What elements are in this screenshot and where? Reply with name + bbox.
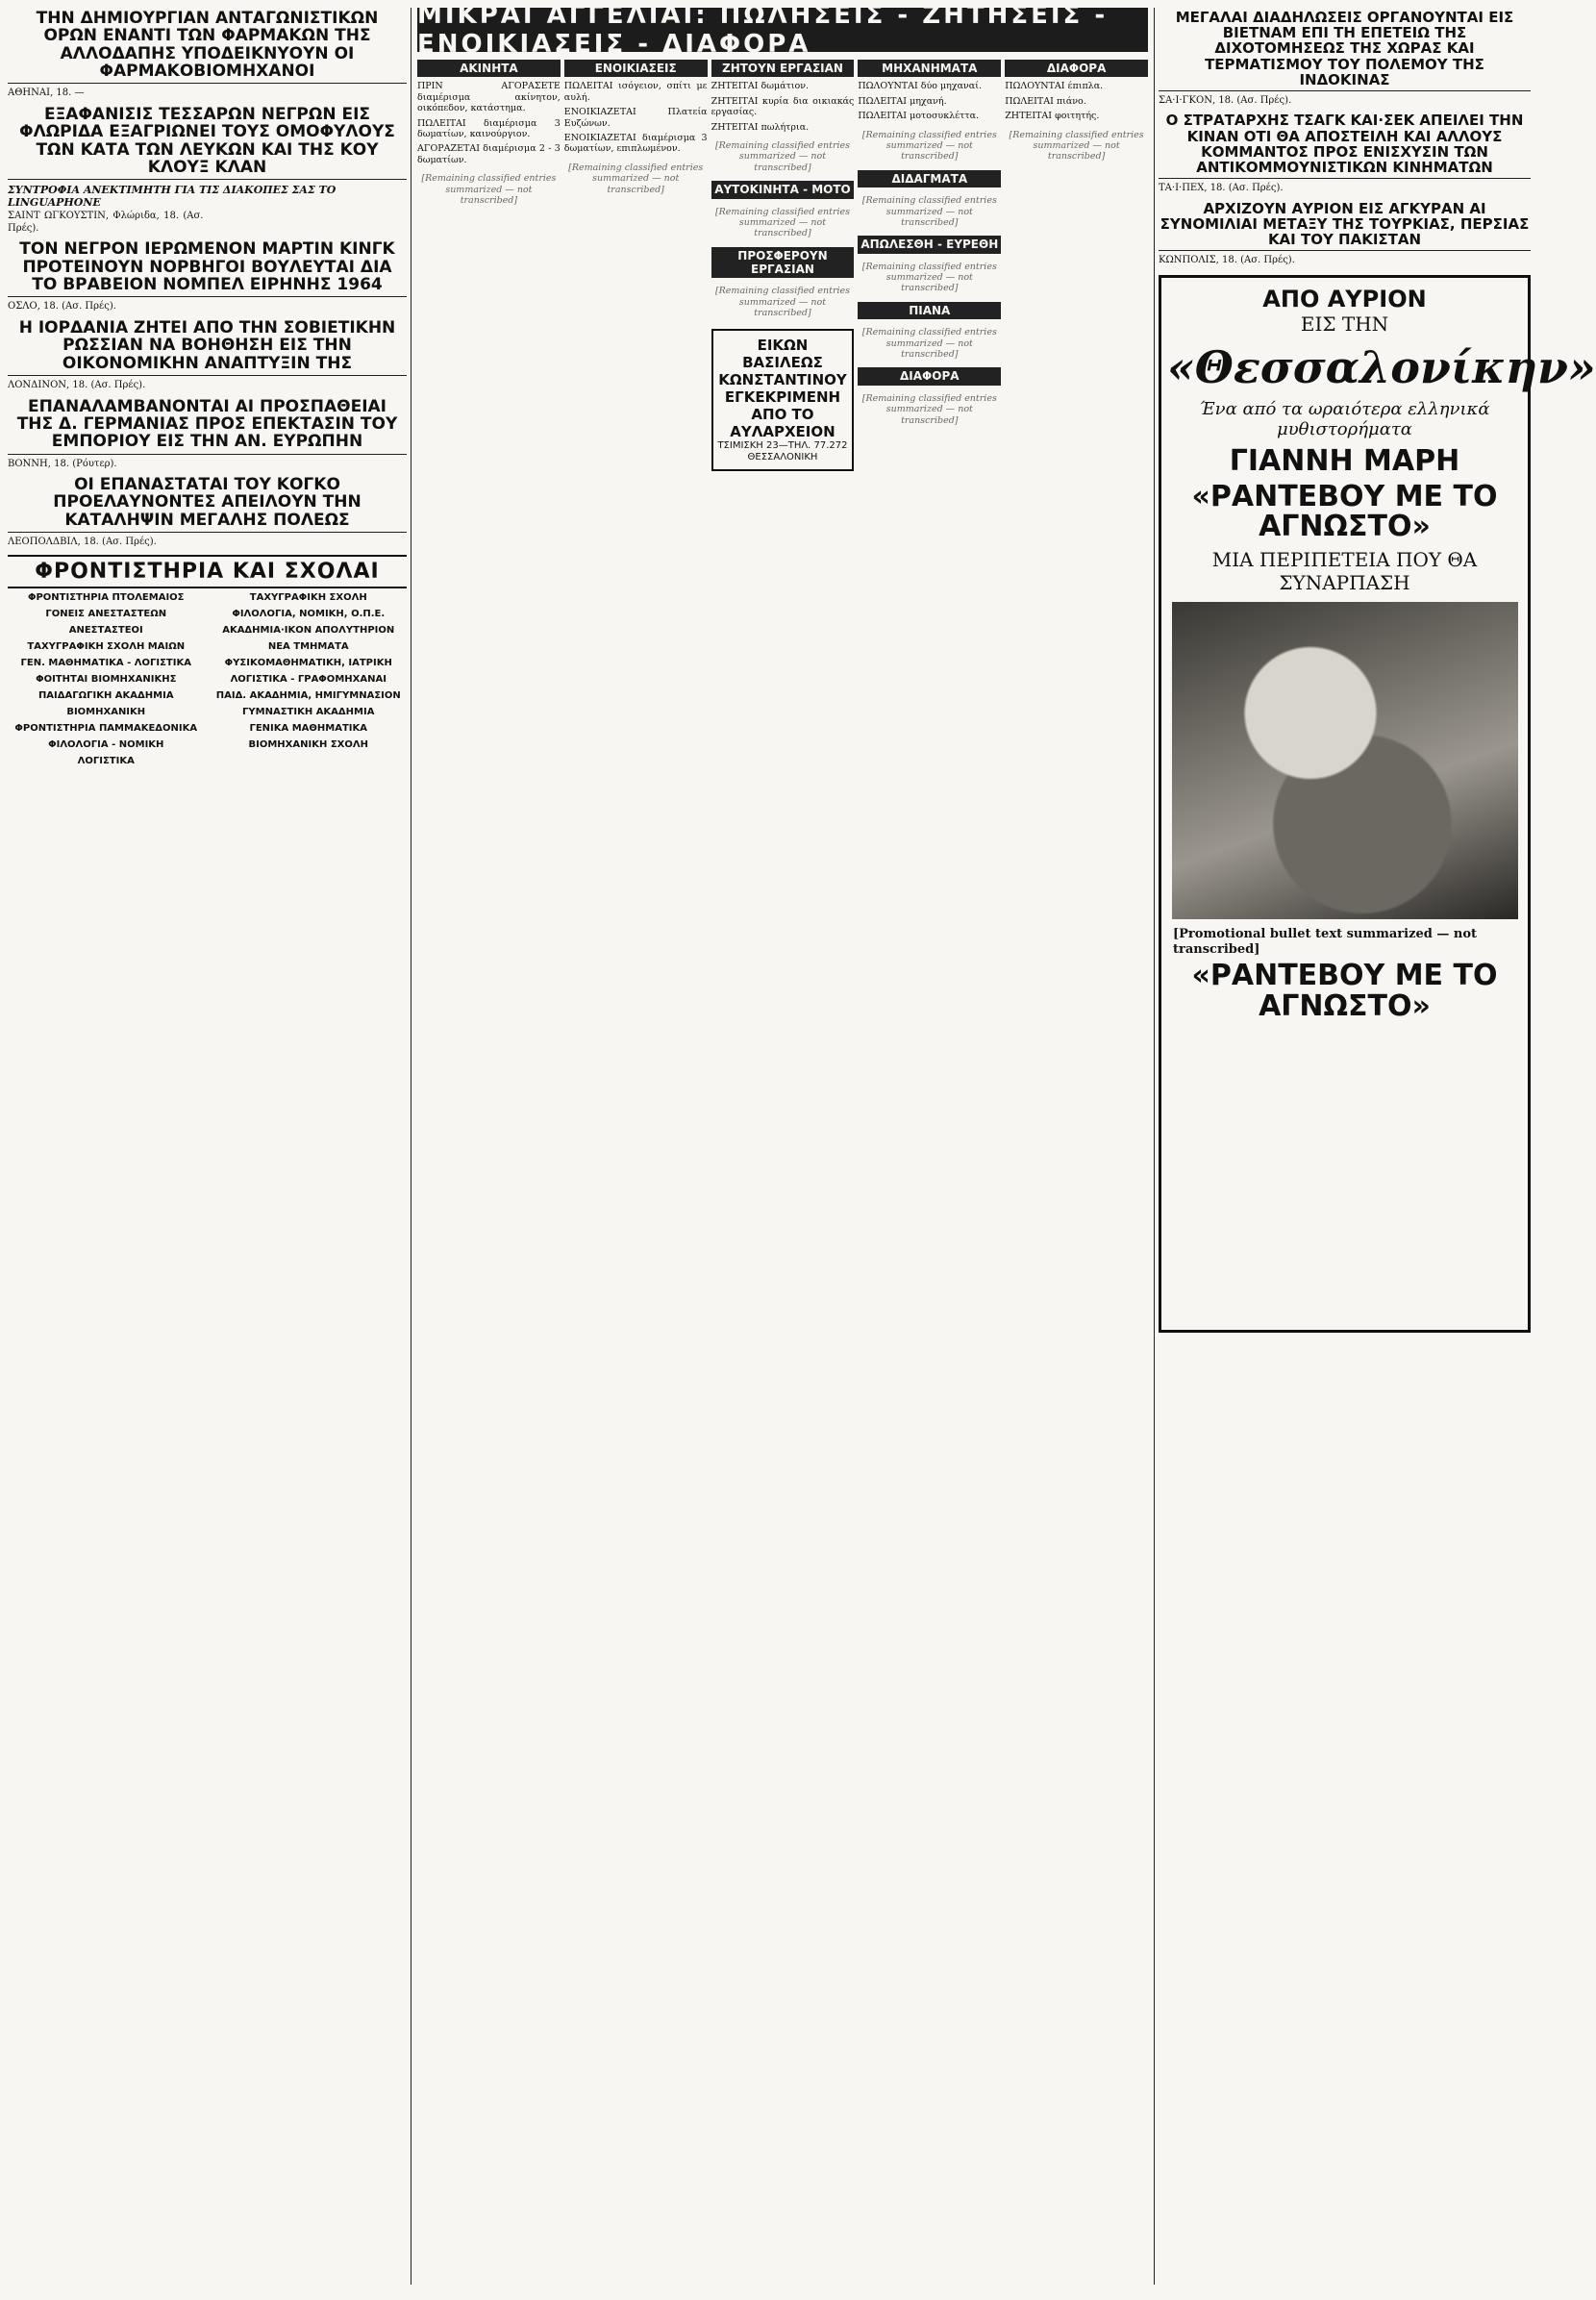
school-name: ΤΑΧΥΓΡΑΦΙΚΗ ΣΧΟΛΗ ΜΑΙΩΝ — [27, 640, 186, 652]
school-name: ΒΙΟΜΗΧΑΝΙΚΗ ΣΧΟΛΗ — [248, 738, 368, 750]
news-article — [8, 319, 407, 392]
article-dateline: ΣΑ·Ι·ΓΚΟΝ, 18. (Ασ. Πρές). — [1159, 94, 1292, 106]
news-article — [1159, 10, 1531, 107]
school-listing — [8, 674, 205, 686]
article-headline: ΤΗΝ ΔΗΜΙΟΥΡΓΙΑΝ ΑΝΤΑΓΩΝΙΣΤΙΚΩΝ ΟΡΩΝ ΕΝΑΝΤΙ ΤΩΝ ΦΑΡΜΑΚΩΝ ΤΗΣ ΑΛΛΟΔΑΠΗΣ ΥΠΟΔΕΙΚΝΥΟΥΝ ΟΙ ΦΑΡΜΑΚΟΒΙΟΜΗΧΑΝΟΙ — [8, 10, 407, 84]
school-listing — [8, 592, 205, 604]
school-name: ΦΥΣΙΚΟΜΑΘΗΜΑΤΙΚΗ, ΙΑΤΡΙΚΗ — [224, 657, 392, 668]
advert-tagline: Ένα από τα ωραιότερα ελληνικά μυθιστορήματα — [1199, 398, 1490, 440]
school-name: ΓΕΝΙΚΑ ΜΑΘΗΜΑΤΙΚΑ — [249, 722, 368, 734]
article-body — [8, 537, 407, 549]
classified-category: ΠΡΟΣΦΕΡΟΥΝ ΕΡΓΑΣΙΑΝ — [711, 247, 855, 279]
school-name: ΓΟΝΕΙΣ ΑΝΕΣΤΑΣΤΕΩΝ — [45, 608, 167, 619]
advert-newspaper-name: «Θεσσαλονίκην» — [1167, 340, 1596, 393]
advert-bullet: [Promotional bullet text summarized — not transcribed] — [1173, 926, 1478, 957]
classified-category: ΜΗΧΑΝΗΜΑΤΑ — [858, 60, 1001, 77]
article-dateline: ΣΑΙΝΤ ΩΓΚΟΥΣΤΙΝ, Φλώριδα, 18. (Ασ. Πρές). — [8, 211, 204, 234]
school-name: ΤΑΧΥΓΡΑΦΙΚΗ ΣΧΟΛΗ — [249, 591, 367, 603]
school-name: ΦΙΛΟΛΟΓΙΑ - ΝΟΜΙΚΗ — [48, 738, 164, 750]
classified-ad: ΠΩΛΕΙΤΑΙ μηχανή. — [858, 95, 947, 107]
school-listing — [8, 723, 205, 735]
news-article — [8, 398, 407, 471]
article-dateline: ΛΟΝΔΙΝΟΝ, 18. (Ασ. Πρές). — [8, 380, 146, 391]
classified-category: ΑΥΤΟΚΙΝΗΤΑ - ΜΟΤΟ — [711, 181, 855, 198]
schools-section-title: ΦΡΟΝΤΙΣΤΗΡΙΑ ΚΑΙ ΣΧΟΛΑΙ — [8, 555, 407, 588]
school-name: ΦΙΛΟΛΟΓΙΑ, ΝΟΜΙΚΗ, Ο.Π.Ε. — [232, 608, 386, 619]
article-headline: ΕΠΑΝΑΛΑΜΒΑΝΟΝΤΑΙ ΑΙ ΠΡΟΣΠΑΘΕΙΑΙ ΤΗΣ Δ. ΓΕΡΜΑΝΙΑΣ ΠΡΟΣ ΕΠΕΚΤΑΣΙΝ ΤΟΥ ΕΜΠΟΡΙΟΥ ΕΙΣ ΤΗΝ ΑΝ. ΕΥΡΩΠΗΝ — [8, 398, 407, 455]
school-name: ΠΑΙΔΑΓΩΓΙΚΗ ΑΚΑΔΗΜΙΑ — [37, 689, 174, 701]
schools-list — [8, 592, 407, 767]
school-name: ΛΟΓΙΣΤΙΚΑ — [77, 755, 135, 766]
classified-ad: ΕΝΟΙΚΙΑΖΕΤΑΙ διαμέρισμα 3 δωματίων, επιπλωμένον. — [563, 132, 708, 155]
classified-category: ΔΙΑΦΟΡΑ — [858, 367, 1001, 385]
school-name: ΝΕΑ ΤΜΗΜΑΤΑ — [267, 640, 349, 652]
school-name: ΓΕΝ. ΜΑΘΗΜΑΤΙΚΑ - ΛΟΓΙΣΤΙΚΑ — [20, 657, 191, 668]
school-listing — [8, 609, 205, 620]
school-name: ΓΥΜΝΑΣΤΙΚΗ ΑΚΑΔΗΜΙΑ — [242, 706, 375, 717]
article-headline: ΟΙ ΕΠΑΝΑΣΤΑΤΑΙ ΤΟΥ ΚΟΓΚΟ ΠΡΟΕΛΑΥΝΟΝΤΕΣ ΑΠΕΙΛΟΥΝ ΤΗΝ ΚΑΤΑΛΗΨΙΝ ΜΕΓΑΛΗΣ ΠΟΛΕΩΣ — [8, 476, 407, 533]
article-body — [8, 211, 407, 235]
school-listing — [211, 739, 408, 751]
classifieds-banner: ΜΙΚΡΑΙ ΑΓΓΕΛΙΑΙ: ΠΩΛΗΣΕΙΣ - ΖΗΤΗΣΕΙΣ - ΕΝΟΙΚΙΑΣΕΙΣ - ΔΙΑΦΟΡΑ — [417, 8, 1148, 52]
novel-advertisement — [1159, 275, 1596, 1333]
article-headline: ΜΕΓΑΛΑΙ ΔΙΑΔΗΛΩΣΕΙΣ ΟΡΓΑΝΟΥΝΤΑΙ ΕΙΣ ΒΙΕΤΝΑΜ ΕΠΙ ΤΗ ΕΠΕΤΕΙΩ ΤΗΣ ΔΙΧΟΤΟΜΗΣΕΩΣ ΤΗΣ ΧΩΡΑΣ ΚΑΙ ΤΕΡΜΑΤΙΣΜΟΥ ΤΟΥ ΠΟΛΕΜΟΥ ΤΗΣ ΙΝΔΟΚΙΝΑΣ — [1159, 10, 1531, 91]
article-dateline: ΑΘΗΝΑΙ, 18. — — [8, 88, 85, 99]
article-headline: ΤΟΝ ΝΕΓΡΟΝ ΙΕΡΩΜΕΝΟΝ ΜΑΡΤΙΝ ΚΙΝΓΚ ΠΡΟΤΕΙΝΟΥΝ ΝΟΡΒΗΓΟΙ ΒΟΥΛΕΥΤΑΙ ΔΙΑ ΤΟ ΒΡΑΒΕΙΟΝ ΝΟΜΠΕΛ ΕΙΡΗΝΗΣ 1964 — [8, 240, 407, 297]
classified-omitted-note: [Remaining classified entries summarized — not transcribed] — [861, 392, 997, 426]
school-listing — [8, 707, 205, 718]
school-listing — [211, 690, 408, 702]
school-listing — [211, 592, 408, 604]
classifieds-subcolumn — [858, 56, 1001, 2277]
classified-category: ΔΙΑΦΟΡΑ — [1005, 60, 1148, 77]
advert-bullets — [1167, 927, 1522, 957]
article-headline: Η ΙΟΡΔΑΝΙΑ ΖΗΤΕΙ ΑΠΟ ΤΗΝ ΣΟΒΙΕΤΙΚΗΝ ΡΩΣΣΙΑΝ ΝΑ ΒΟΗΘΗΣΗ ΕΙΣ ΤΗΝ ΟΙΚΟΝΟΜΙΚΗΝ ΑΝΑΠΤΥΞΙΝ ΤΗΣ — [8, 319, 407, 376]
classified-omitted-note: [Remaining classified entries summarized — not transcribed] — [1009, 129, 1144, 162]
school-listing — [8, 625, 205, 637]
school-listing — [8, 641, 205, 653]
advert-from: ΑΠΟ ΑΥΡΙΟΝ — [1262, 285, 1427, 312]
classified-ad: ΠΡΙΝ ΑΓΟΡΑΣΕΤΕ διαμέρισμα ακίνητον, οικόπεδον, κατάστημα. — [417, 81, 561, 114]
newspaper-page — [8, 1, 1596, 2285]
school-listing — [211, 641, 408, 653]
classified-ad: ΠΩΛΟΥΝΤΑΙ έπιπλα. — [1005, 81, 1104, 92]
royal-icon-advert-line: ΕΓΚΕΚΡΙΜΕΝΗ ΑΠΟ ΤΟ ΑΥΛΑΡΧΕΙΟΝ — [724, 388, 841, 440]
school-name: ΠΑΙΔ. ΑΚΑΔΗΜΙΑ, ΗΜΙΓΥΜΝΑΣΙΟΝ — [215, 689, 401, 701]
royal-icon-advert — [711, 329, 855, 471]
school-listing — [211, 707, 408, 718]
school-name: ΛΟΓΙΣΤΙΚΑ - ΓΡΑΦΟΜΗΧΑΝΑΙ — [230, 673, 387, 685]
school-listing — [211, 609, 408, 620]
advert-into: ΕΙΣ ΤΗΝ — [1300, 312, 1389, 336]
article-headline: ΕΞΑΦΑΝΙΣΙΣ ΤΕΣΣΑΡΩΝ ΝΕΓΡΩΝ ΕΙΣ ΦΛΩΡΙΔΑ ΕΞΑΓΡΙΩΝΕΙ ΤΟΥΣ ΟΜΟΦΥΛΟΥΣ ΤΩΝ ΚΑΤΑ ΤΩΝ ΛΕΥΚΩΝ ΚΑΙ ΤΗΣ ΚΟΥ ΚΛΟΥΞ ΚΛΑΝ — [8, 106, 407, 180]
advert-novel-title: «ΡΑΝΤΕΒΟΥ ΜΕ ΤΟ ΑΓΝΩΣΤΟ» — [1191, 479, 1498, 544]
article-headline: Ο ΣΤΡΑΤΑΡΧΗΣ ΤΣΑΓΚ ΚΑΙ·ΣΕΚ ΑΠΕΙΛΕΙ ΤΗΝ ΚΙΝΑΝ ΟΤΙ ΘΑ ΑΠΟΣΤΕΙΛΗ ΚΑΙ ΑΛΛΟΥΣ ΚΟΜΜΑΝΤΟΣ ΠΡΟΣ ΕΝΙΣΧΥΣΙΝ ΤΩΝ ΑΝΤΙΚΟΜΜΟΥΝΙΣΤΙΚΩΝ ΚΙΝΗΜΑΤΩΝ — [1159, 112, 1531, 179]
school-name: ΑΚΑΔΗΜΙΑ·ΙΚΟΝ ΑΠΟΛΥΤΗΡΙΟΝ — [222, 624, 395, 636]
classified-ad: ΠΩΛΕΙΤΑΙ μοτοσυκλέττα. — [858, 111, 980, 122]
advert-subtitle: ΜΙΑ ΠΕΡΙΠΕΤΕΙΑ ΠΟΥ ΘΑ ΣΥΝΑΡΠΑΣΗ — [1211, 547, 1478, 594]
school-listing — [211, 674, 408, 686]
classified-omitted-note: [Remaining classified entries summarized — not transcribed] — [714, 286, 851, 319]
classified-omitted-note: [Remaining classified entries summarized — not transcribed] — [861, 129, 997, 162]
school-listing — [8, 756, 205, 767]
news-article — [8, 240, 407, 313]
classified-ad: ΖΗΤΕΙΤΑΙ πωλήτρια. — [711, 121, 810, 133]
classified-ad: ΖΗΤΕΙΤΑΙ φοιτητής. — [1005, 111, 1100, 122]
article-dateline: ΟΣΛΟ, 18. (Ασ. Πρές). — [8, 301, 116, 312]
advert-novel-title-repeat: «ΡΑΝΤΕΒΟΥ ΜΕ ΤΟ ΑΓΝΩΣΤΟ» — [1191, 959, 1498, 1023]
classifieds-column — [417, 1, 1148, 2285]
classified-ad: ΑΓΟΡΑΖΕΤΑΙ διαμέρισμα 2 - 3 δωματίων. — [417, 143, 561, 165]
classified-ad: ΠΩΛΕΙΤΑΙ πιάνο. — [1005, 95, 1086, 107]
classified-omitted-note: [Remaining classified entries summarized — not transcribed] — [861, 327, 997, 361]
classified-category: ΑΠΩΛΕΣΘΗ - ΕΥΡΕΘΗ — [858, 236, 1001, 253]
classifieds-subcolumn — [711, 56, 855, 2277]
school-name: ΑΝΕΣΤΑΣΤΕΟΙ — [68, 624, 143, 636]
article-body — [1159, 95, 1531, 108]
article-dateline: ΚΩΝΠΟΛΙΣ, 18. (Ασ. Πρές). — [1159, 255, 1295, 266]
school-name: ΦΡΟΝΤΙΣΤΗΡΙΑ ΠΑΜΜΑΚΕΔΟΝΙΚΑ — [14, 722, 198, 734]
classified-omitted-note: [Remaining classified entries summarized — not transcribed] — [714, 206, 851, 239]
classified-omitted-note: [Remaining classified entries summarized — not transcribed] — [421, 173, 557, 206]
classified-category: ΔΙΔΑΓΜΑΤΑ — [858, 170, 1001, 188]
classified-ad: ΖΗΤΕΙΤΑΙ κυρία δια οικιακάς εργασίας. — [711, 95, 855, 118]
article-body — [1159, 183, 1531, 195]
school-name: ΦΟΙΤΗΤΑΙ ΒΙΟΜΗΧΑΝΙΚΗΣ — [36, 673, 177, 685]
news-article — [8, 476, 407, 549]
school-name: ΒΙΟΜΗΧΑΝΙΚΗ — [66, 706, 146, 717]
school-listing — [211, 625, 408, 637]
school-listing — [8, 739, 205, 751]
article-subhead: ΣΥΝΤΡΟΦΙΑ ΑΝΕΚΤΙΜΗΤΗ ΓΙΑ ΤΙΣ ΔΙΑΚΟΠΕΣ ΣΑΣ ΤΟ LINGUAPHONE — [8, 184, 337, 210]
article-body — [8, 459, 407, 471]
classified-category: ΖΗΤΟΥΝ ΕΡΓΑΣΙΑΝ — [711, 60, 855, 77]
advert-author: ΓΙΑΝΝΗ ΜΑΡΗ — [1229, 443, 1460, 478]
article-dateline: ΒΟΝΝΗ, 18. (Ρόυτερ). — [8, 458, 117, 469]
school-listing — [8, 690, 205, 702]
article-body — [8, 88, 407, 100]
classified-ad: ΠΩΛΕΙΤΑΙ διαμέρισμα 3 δωματίων, καινούργιον. — [417, 117, 561, 139]
advert-illustration — [1172, 602, 1518, 919]
school-listing — [8, 658, 205, 669]
school-listing — [211, 723, 408, 735]
article-dateline: ΤΑ·Ι·ΠΕΧ, 18. (Ασ. Πρές). — [1159, 183, 1284, 194]
article-headline: ΑΡΧΙΖΟΥΝ ΑΥΡΙΟΝ ΕΙΣ ΑΓΚΥΡΑΝ ΑΙ ΣΥΝΟΜΙΛΙΑΙ ΜΕΤΑΞΥ ΤΗΣ ΤΟΥΡΚΙΑΣ, ΠΕΡΣΙΑΣ ΚΑΙ ΤΟΥ ΠΑΚΙΣΤΑΝ — [1159, 201, 1531, 252]
classified-ad: ΖΗΤΕΙΤΑΙ δωμάτιον. — [711, 81, 810, 92]
classifieds-subcolumn — [417, 56, 561, 2277]
classified-omitted-note: [Remaining classified entries summarized — not transcribed] — [861, 261, 997, 294]
classifieds-subcolumn — [564, 56, 708, 2277]
article-dateline: ΛΕΟΠΟΛΔΒΙΛ, 18. (Ασ. Πρές). — [8, 537, 157, 548]
school-name: ΦΡΟΝΤΙΣΤΗΡΙΑ ΠΤΟΛΕΜΑΙΟΣ — [27, 591, 185, 603]
article-body — [1159, 255, 1531, 267]
classified-category: ΠΙΑΝΑ — [858, 302, 1001, 319]
classified-omitted-note: [Remaining classified entries summarized — not transcribed] — [568, 162, 704, 195]
classified-ad: ΠΩΛΟΥΝΤΑΙ δύο μηχαναί. — [858, 81, 982, 92]
school-listing — [211, 658, 408, 669]
left-column — [8, 8, 411, 2285]
news-article — [8, 106, 407, 235]
classifieds-subcolumn — [1005, 56, 1148, 2277]
article-body — [8, 301, 407, 313]
right-column — [1154, 8, 1596, 2285]
classified-category: ΕΝΟΙΚΙΑΣΕΙΣ — [564, 60, 708, 77]
classified-omitted-note: [Remaining classified entries summarized — not transcribed] — [861, 195, 997, 228]
news-article — [8, 10, 407, 100]
article-body — [8, 380, 407, 392]
royal-icon-advert-line: ΤΣΙΜΙΣΚΗ 23—ΤΗΛ. 77.272 ΘΕΣΣΑΛΟΝΙΚΗ — [717, 439, 848, 462]
classified-ad: ΕΝΟΙΚΙΑΖΕΤΑΙ Πλατεία Ευζώνων. — [563, 107, 708, 129]
news-article — [1159, 112, 1531, 194]
classified-category: ΑΚΙΝΗΤΑ — [417, 60, 561, 77]
news-article — [1159, 201, 1531, 267]
classifieds-grid — [417, 56, 1148, 2277]
royal-icon-advert-line: ΕΙΚΩΝ ΒΑΣΙΛΕΩΣ ΚΩΝΣΤΑΝΤΙΝΟΥ — [718, 336, 847, 388]
classified-omitted-note: [Remaining classified entries summarized — not transcribed] — [714, 139, 851, 173]
classified-ad: ΠΩΛΕΙΤΑΙ ισόγειον, σπίτι με αυλή. — [563, 81, 708, 103]
